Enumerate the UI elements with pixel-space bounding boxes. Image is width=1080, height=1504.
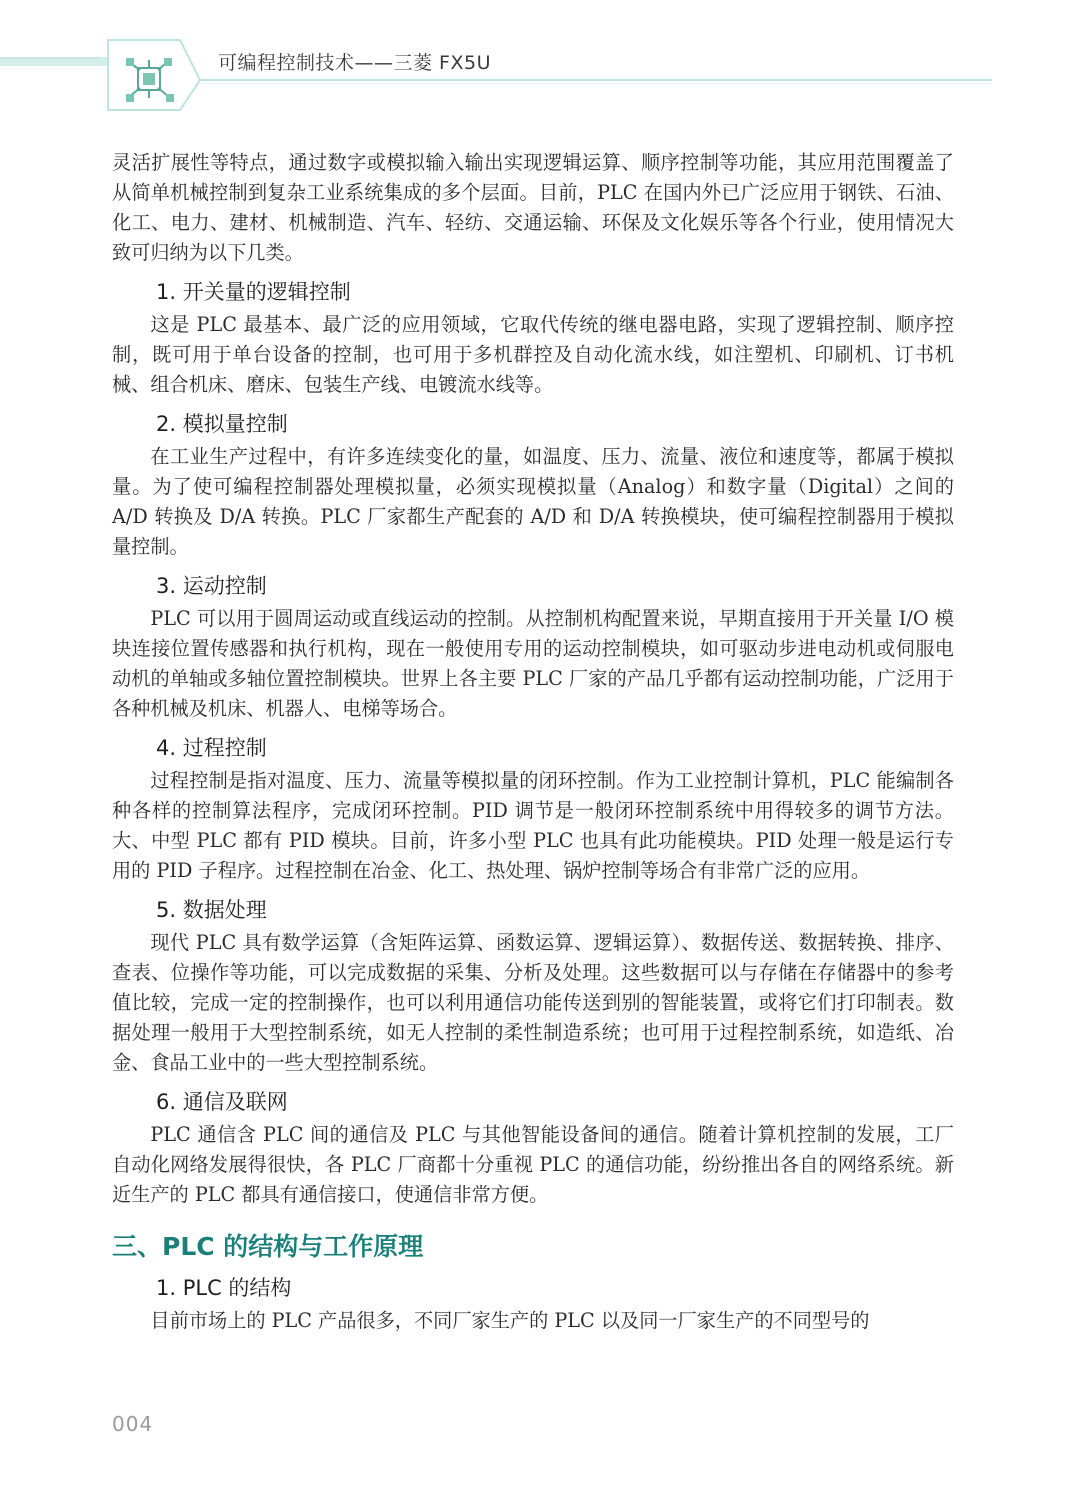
chapter-section-title: 三、PLC 的结构与工作原理 xyxy=(112,1232,424,1261)
book-title: 可编程控制技术——三菱 FX5U xyxy=(218,52,491,74)
section-title-process-control: 4. 过程控制 xyxy=(156,736,267,760)
header-decoration xyxy=(0,0,1080,120)
section-title-analog-control: 2. 模拟量控制 xyxy=(156,412,288,436)
section-text-communication: PLC 通信含 PLC 间的通信及 PLC 与其他智能设备间的通信。随着计算机控制的发展，工厂自动化网络发展得很快，各 PLC 厂商都十分重视 PLC 的通信功能，纷纷推出各自的网络系统。新近生产的 PLC 都具有通信接口，使通信非常方便。 xyxy=(112,1123,954,1206)
page-number: 004 xyxy=(112,1412,154,1436)
section-title-communication: 6. 通信及联网 xyxy=(156,1090,288,1114)
section-text-data-processing: 现代 PLC 具有数学运算（含矩阵运算、函数运算、逻辑运算）、数据传送、数据转换、排序、查表、位操作等功能，可以完成数据的采集、分析及处理。这些数据可以与存储在存储器中的参考值比较，完成一定的控制操作，也可以利用通信功能传送到别的智能装置，或将它们打印制表。数据处理一般用于大型控制系统，如无人控制的柔性制造系统；也可用于过程控制系统，如造纸、冶金、食品工业中的一些大型控制系统。 xyxy=(112,931,954,1074)
page-content xyxy=(112,148,954,1336)
subsection-title-plc-structure: 1. PLC 的结构 xyxy=(156,1276,292,1300)
intro-paragraph: 灵活扩展性等特点，通过数字或模拟输入输出实现逻辑运算、顺序控制等功能，其应用范围覆盖了从简单机械控制到复杂工业系统集成的多个层面。目前，PLC 在国内外已广泛应用于钢铁、石油、化工、电力、建材、机械制造、汽车、轻纺、交通运输、环保及文化娱乐等各个行业，使用情况大致可归纳为以下几类。 xyxy=(112,151,954,264)
section-text-process-control: 过程控制是指对温度、压力、流量等模拟量的闭环控制。作为工业控制计算机，PLC 能编制各种各样的控制算法程序，完成闭环控制。PID 调节是一般闭环控制系统中用得较多的调节方法。大、中型 PLC 都有 PID 模块。目前，许多小型 PLC 也具有此功能模块。PID 处理一般是运行专用的 PID 子程序。过程控制在冶金、化工、热处理、锅炉控制等场合有非常广泛的应用。 xyxy=(112,769,954,882)
section-text-motion-control: PLC 可以用于圆周运动或直线运动的控制。从控制机构配置来说，早期直接用于开关量 I/O 模块连接位置传感器和执行机构，现在一般使用专用的运动控制模块，如可驱动步进电动机或伺服电动机的单轴或多轴位置控制模块。世界上各主要 PLC 厂家的产品几乎都有运动控制功能，广泛用于各种机械及机床、机器人、电梯等场合。 xyxy=(112,607,954,720)
section-text-analog-control: 在工业生产过程中，有许多连续变化的量，如温度、压力、流量、液位和速度等，都属于模拟量。为了使可编程控制器处理模拟量，必须实现模拟量（Analog）和数字量（Digital）之间的 A/D 转换及 D/A 转换。PLC 厂家都生产配套的 A/D 和 D/A 转换模块，使可编程控制器用于模拟量控制。 xyxy=(112,445,954,558)
section-title-logic-control: 1. 开关量的逻辑控制 xyxy=(156,280,351,304)
section-title-data-processing: 5. 数据处理 xyxy=(156,898,267,922)
page-header xyxy=(0,0,1080,120)
subsection-text-plc-structure: 目前市场上的 PLC 产品很多，不同厂家生产的 PLC 以及同一厂家生产的不同型号的 xyxy=(150,1309,870,1332)
section-text-logic-control: 这是 PLC 最基本、最广泛的应用领域，它取代传统的继电器电路，实现了逻辑控制、顺序控制，既可用于单台设备的控制，也可用于多机群控及自动化流水线，如注塑机、印刷机、订书机械、组合机床、磨床、包装生产线、电镀流水线等。 xyxy=(112,313,954,396)
section-title-motion-control: 3. 运动控制 xyxy=(156,574,267,598)
